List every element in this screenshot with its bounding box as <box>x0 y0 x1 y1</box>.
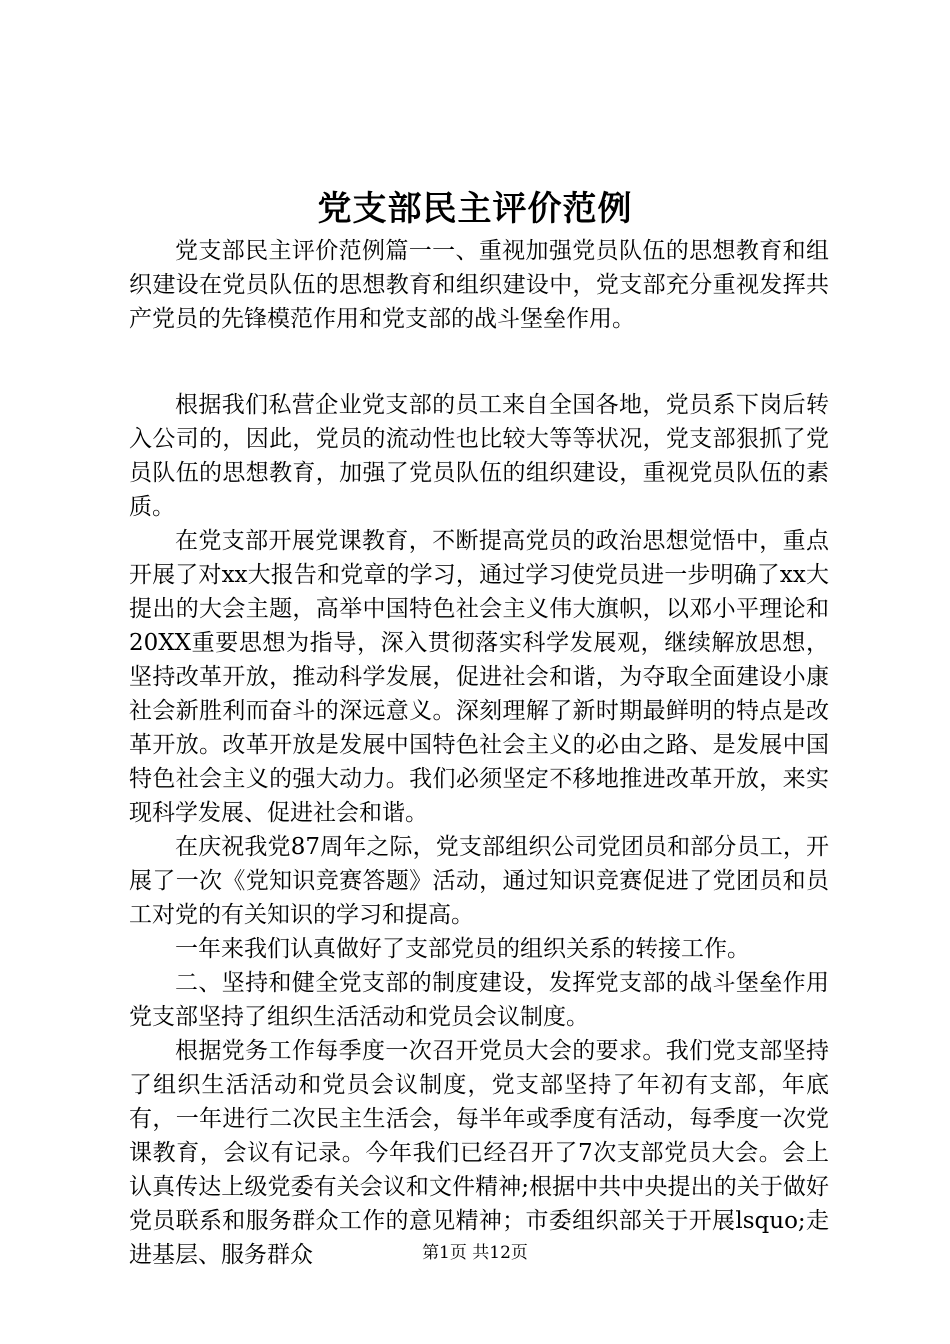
document-body <box>129 234 829 1272</box>
page-number-footer: 第1页 共12页 <box>422 1243 528 1263</box>
paragraph-4: 在庆祝我党87周年之际，党支部组织公司党团员和部分员工，开展了一次《党知识竞赛答题》活动，通过知识竞赛促进了党团员和员工对党的有关知识的学习和提高。 <box>129 834 829 928</box>
paragraph-1: 党支部民主评价范例篇一一、重视加强党员队伍的思想教育和组织建设在党员队伍的思想教育和组织建设中，党支部充分重视发挥共产党员的先锋模范作用和党支部的战斗堡垒作用。 <box>129 238 829 332</box>
paragraph-6: 二、坚持和健全党支部的制度建设，发挥党支部的战斗堡垒作用党支部坚持了组织生活活动和党员会议制度。 <box>129 970 829 1030</box>
paragraph-5: 一年来我们认真做好了支部党员的组织关系的转接工作。 <box>175 936 750 962</box>
paragraph-3: 在党支部开展党课教育，不断提高党员的政治思想觉悟中，重点开展了对xx大报告和党章的学习，通过学习使党员进一步明确了xx大提出的大会主题，高举中国特色社会主义伟大旗帜，以邓小平理论和20XX重要思想为指导，深入贯彻落实科学发展观，继续解放思想，坚持改革开放，推动科学发展，促进社会和谐，为夺取全面建设小康社会新胜利而奋斗的深远意义。深刻理解了新时期最鲜明的特点是改革开放。改革开放是发展中国特色社会主义的必由之路、是发展中国特色社会主义的强大动力。我们必须坚定不移地推进改革开放，来实现科学发展、促进社会和谐。 <box>129 528 829 826</box>
document-title: 党支部民主评价范例 <box>317 189 633 229</box>
paragraph-7: 根据党务工作每季度一次召开党员大会的要求。我们党支部坚持了组织生活活动和党员会议制度，党支部坚持了年初有支部，年底有，一年进行二次民主生活会，每半年或季度有活动，每季度一次党课教育，会议有记录。今年我们已经召开了7次支部党员大会。会上认真传达上级党委有关会议和文件精神;根据中共中央提出的关于做好党员联系和服务群众工作的意见精神；市委组织部关于开展lsquo;走进基层、服务群众 <box>129 1038 829 1268</box>
paragraph-2: 根据我们私营企业党支部的员工来自全国各地，党员系下岗后转入公司的，因此，党员的流动性也比较大等等状况，党支部狠抓了党员队伍的思想教育，加强了党员队伍的组织建设，重视党员队伍的素质。 <box>129 392 829 520</box>
